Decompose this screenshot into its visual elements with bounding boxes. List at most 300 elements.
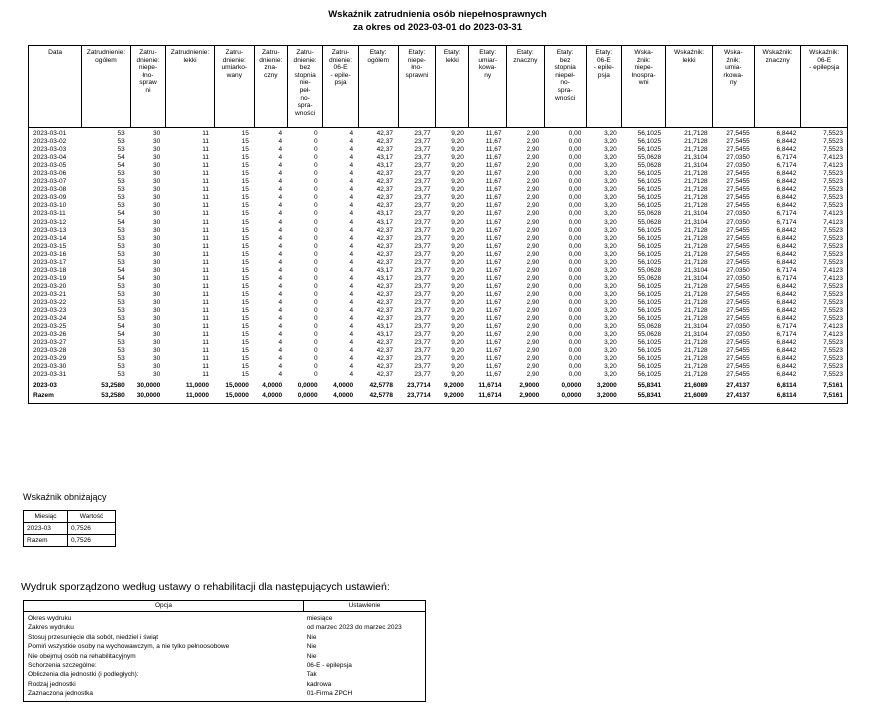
row-cell: 7,5523 — [823, 315, 843, 323]
row-cell: 0 — [313, 138, 318, 146]
column-header-1[interactable]: Zatrudnienie: ogółem — [82, 46, 131, 128]
column-header-17[interactable]: Wska- źnik: umia- rkowa- ny — [712, 46, 754, 128]
row-cell: 43,17 — [376, 210, 393, 218]
settings-table-header-row — [24, 601, 426, 612]
row-cell: 6,8442 — [776, 242, 797, 250]
row-cell: 7,5523 — [823, 258, 843, 266]
row-cell: 23,77 — [414, 178, 431, 186]
row-cell: 2,90 — [526, 250, 540, 258]
row-cell: 7,5523 — [823, 282, 843, 290]
row-cell: 23,77 — [414, 154, 431, 162]
row-cell: 15 — [241, 274, 249, 282]
row-cell: 0,00 — [568, 355, 582, 363]
row-cell: 0 — [313, 331, 318, 339]
table-row — [29, 130, 847, 138]
row-cell: 6,7174 — [776, 274, 797, 282]
summary-cell: 4,0000 — [333, 391, 354, 399]
row-cell: 9,20 — [451, 266, 464, 274]
row-date: 2023-03-26 — [33, 331, 67, 339]
table-row — [29, 227, 847, 235]
column-header-5[interactable]: Zatru- dnienie: zna- czny — [254, 46, 287, 128]
main-table-head — [29, 46, 848, 128]
row-cell: 0,00 — [568, 347, 582, 355]
table-row — [29, 307, 847, 315]
row-cell: 53 — [117, 194, 125, 202]
summary-cell: 0,0000 — [561, 391, 582, 399]
row-cell: 3,20 — [604, 258, 617, 266]
row-cell: 3,20 — [604, 138, 617, 146]
row-cell: 11 — [202, 218, 209, 226]
table-row — [29, 315, 847, 323]
row-cell: 23,77 — [414, 315, 431, 323]
row-cell: 15 — [241, 218, 249, 226]
row-cell: 27,5455 — [726, 202, 750, 210]
column-header-9[interactable]: Etaty: niepe- łno- sprawni — [398, 46, 436, 128]
row-cell: 11,67 — [485, 298, 502, 306]
column-header-6[interactable]: Zatru- dnienie: bez stopnia nie- peł- no- spra- wności — [287, 46, 322, 128]
row-cell: 6,7174 — [776, 218, 797, 226]
row-cell: 0,00 — [568, 226, 582, 234]
row-cell: 7,4123 — [823, 210, 843, 218]
report-page — [0, 8, 875, 716]
main-table-header-row — [29, 46, 848, 128]
row-cell: 2,90 — [526, 154, 540, 162]
row-cell: 3,20 — [604, 170, 617, 178]
row-cell: 21,7128 — [684, 298, 708, 306]
row-cell: 11,67 — [485, 138, 502, 146]
table-row — [29, 371, 847, 379]
row-cell: 9,20 — [451, 170, 464, 178]
row-date: 2023-03-02 — [33, 138, 67, 146]
row-cell: 11 — [202, 226, 209, 234]
row-cell: 23,77 — [414, 307, 431, 315]
row-cell: 30 — [152, 242, 161, 250]
row-cell: 0,00 — [568, 315, 582, 323]
row-cell: 15 — [241, 178, 249, 186]
row-cell: 4 — [349, 170, 354, 178]
column-header-8[interactable]: Etaty: ogółem — [358, 46, 398, 128]
row-cell: 2,90 — [526, 162, 540, 170]
table-summary-row — [29, 379, 847, 390]
row-cell: 3,20 — [604, 202, 617, 210]
summary-cell: 11,0000 — [185, 382, 209, 390]
column-header-15[interactable]: Wska- źnik: niepe- łnospra- wni — [622, 46, 666, 128]
row-cell: 11,67 — [485, 194, 502, 202]
summary-label: Razem — [33, 391, 54, 399]
row-cell: 7,5523 — [823, 339, 843, 347]
row-cell: 54 — [117, 154, 125, 162]
table-row — [29, 235, 847, 243]
row-cell: 15 — [241, 154, 249, 162]
row-cell: 11 — [202, 194, 209, 202]
row-cell: 4 — [278, 355, 283, 363]
row-cell: 27,5455 — [726, 226, 750, 234]
table-row — [29, 186, 847, 194]
row-cell: 0 — [313, 226, 318, 234]
row-cell: 53 — [117, 186, 125, 194]
row-cell: 0 — [313, 274, 318, 282]
row-cell: 4 — [278, 178, 283, 186]
row-cell: 53 — [117, 290, 125, 298]
row-cell: 15 — [241, 202, 249, 210]
row-cell: 23,77 — [414, 323, 431, 331]
row-cell: 11 — [202, 274, 209, 282]
summary-cell: 21,6089 — [684, 382, 708, 390]
row-cell: 3,20 — [604, 290, 617, 298]
summary-cell: 53,2580 — [101, 382, 125, 390]
row-cell: 27,5455 — [726, 194, 750, 202]
row-cell: 43,17 — [376, 266, 393, 274]
row-cell: 4 — [278, 170, 283, 178]
row-cell: 4 — [349, 210, 354, 218]
row-cell: 56,1025 — [637, 371, 662, 379]
row-cell: 23,77 — [414, 138, 431, 146]
summary-cell: 2,9000 — [519, 382, 540, 390]
row-cell: 23,77 — [414, 371, 431, 379]
row-cell: 54 — [117, 266, 125, 274]
row-date: 2023-03-22 — [33, 298, 67, 306]
row-cell: 53 — [117, 226, 125, 234]
row-cell: 55,0628 — [637, 274, 662, 282]
row-cell: 15 — [241, 298, 249, 306]
row-cell: 0,00 — [568, 234, 582, 242]
row-cell: 54 — [117, 323, 125, 331]
settings-title: Wydruk sporządzono według ustawy o rehabilitacji dla następujących ustawień: — [21, 581, 390, 593]
row-cell: 27,5455 — [726, 298, 750, 306]
column-header-19[interactable]: Wskaźnik: 06-E - epilepsja — [801, 46, 848, 128]
reducing-indicator-table — [23, 510, 116, 547]
row-cell: 11 — [202, 146, 209, 154]
row-cell: 11 — [202, 178, 209, 186]
row-cell: 7,5523 — [823, 234, 843, 242]
row-cell: 7,5523 — [823, 298, 843, 306]
row-cell: 0 — [313, 218, 318, 226]
row-cell: 23,77 — [414, 331, 431, 339]
row-cell: 9,20 — [451, 202, 464, 210]
row-cell: 42,37 — [376, 307, 393, 315]
row-cell: 27,5455 — [726, 371, 750, 379]
main-table-body-host-row — [29, 128, 848, 404]
row-cell: 4 — [278, 186, 283, 194]
row-cell: 42,37 — [376, 355, 393, 363]
row-cell: 4 — [349, 315, 354, 323]
column-header-3[interactable]: Zatrudnienie: lekki — [166, 46, 215, 128]
row-date: 2023-03-11 — [33, 210, 66, 218]
summary-cell: 15,0000 — [225, 382, 249, 390]
row-cell: 43,17 — [376, 331, 393, 339]
row-cell: 56,1025 — [637, 307, 662, 315]
row-cell: 0,00 — [568, 130, 582, 137]
reducing-month: Razem — [24, 535, 68, 547]
row-cell: 3,20 — [604, 298, 617, 306]
summary-cell: 7,5161 — [823, 382, 843, 390]
row-cell: 23,77 — [414, 339, 431, 347]
row-cell: 30 — [152, 186, 161, 194]
column-header-14[interactable]: Etaty: 06-E - epile- psja — [586, 46, 621, 128]
settings-row — [24, 652, 425, 661]
row-cell: 11 — [202, 323, 209, 331]
row-cell: 0,00 — [568, 323, 582, 331]
row-cell: 21,3104 — [684, 218, 708, 226]
row-cell: 4 — [349, 130, 354, 137]
row-cell: 4 — [278, 162, 283, 170]
row-cell: 56,1025 — [637, 130, 662, 137]
row-cell: 6,8442 — [776, 371, 797, 379]
row-cell: 53 — [117, 307, 125, 315]
row-cell: 30 — [152, 282, 161, 290]
table-row — [29, 355, 847, 363]
row-cell: 27,5455 — [726, 138, 750, 146]
row-date: 2023-03-13 — [33, 226, 67, 234]
row-cell: 53 — [117, 371, 125, 379]
row-cell: 4 — [278, 282, 283, 290]
summary-cell: 11,0000 — [185, 391, 209, 399]
summary-cell: 6,8114 — [776, 391, 797, 399]
row-cell: 21,7128 — [684, 194, 708, 202]
table-row — [29, 275, 847, 283]
column-header-0[interactable]: Data — [29, 46, 82, 128]
row-cell: 7,5523 — [823, 186, 843, 194]
row-cell: 21,7128 — [684, 242, 708, 250]
row-cell: 11 — [202, 210, 209, 218]
row-cell: 30 — [152, 323, 161, 331]
row-cell: 4 — [349, 355, 354, 363]
row-date: 2023-03-25 — [33, 323, 67, 331]
row-cell: 53 — [117, 234, 125, 242]
row-cell: 3,20 — [604, 307, 617, 315]
row-cell: 30 — [152, 210, 161, 218]
row-cell: 0 — [313, 371, 318, 379]
row-cell: 11 — [202, 331, 209, 339]
row-cell: 2,90 — [526, 170, 540, 178]
column-header-12[interactable]: Etaty: znaczny — [506, 46, 544, 128]
row-cell: 56,1025 — [637, 186, 662, 194]
row-cell: 53 — [117, 315, 125, 323]
row-cell: 2,90 — [526, 290, 540, 298]
row-cell: 11 — [202, 347, 209, 355]
reducing-column-header-1[interactable]: Wartość — [68, 511, 116, 523]
row-cell: 0 — [313, 355, 318, 363]
row-cell: 42,37 — [376, 138, 393, 146]
row-cell: 30 — [152, 298, 161, 306]
row-cell: 15 — [241, 282, 249, 290]
row-cell: 4 — [349, 274, 354, 282]
row-cell: 21,7128 — [684, 307, 708, 315]
row-cell: 2,90 — [526, 339, 540, 347]
row-cell: 9,20 — [451, 226, 464, 234]
row-cell: 42,37 — [376, 298, 393, 306]
row-cell: 11 — [202, 234, 209, 242]
settings-option-value: Nie — [306, 643, 317, 651]
row-cell: 53 — [117, 170, 125, 178]
row-cell: 4 — [278, 146, 283, 154]
row-cell: 6,8442 — [776, 298, 797, 306]
row-cell: 30 — [152, 234, 161, 242]
row-date: 2023-03-05 — [33, 162, 67, 170]
row-cell: 42,37 — [376, 363, 393, 371]
settings-option-label: Nie obejmuj osób na rehabilitacyjnym — [28, 652, 136, 660]
row-cell: 4 — [349, 178, 354, 186]
row-cell: 30 — [152, 266, 161, 274]
row-cell: 27,5455 — [726, 339, 750, 347]
summary-cell: 27,4137 — [726, 382, 750, 390]
table-row — [29, 194, 847, 202]
row-cell: 11 — [202, 315, 209, 323]
table-row — [29, 243, 847, 251]
summary-cell: 3,2000 — [596, 382, 617, 390]
row-cell: 30 — [152, 218, 161, 226]
row-cell: 11,67 — [485, 226, 502, 234]
column-header-2[interactable]: Zatru- dnienie: niepe- łno- spraw ni — [130, 46, 165, 128]
row-cell: 11 — [202, 154, 209, 162]
row-cell: 43,17 — [376, 274, 393, 282]
row-cell: 4 — [278, 218, 283, 226]
row-cell: 9,20 — [451, 290, 464, 298]
row-cell: 6,8442 — [776, 363, 797, 371]
row-cell: 30 — [152, 138, 161, 146]
row-cell: 30 — [152, 315, 161, 323]
row-cell: 54 — [117, 331, 125, 339]
reducing-column-header-0[interactable]: Miesiąc — [24, 511, 68, 523]
row-cell: 21,3104 — [684, 162, 708, 170]
row-cell: 4 — [278, 347, 283, 355]
row-cell: 23,77 — [414, 282, 431, 290]
report-title-line1: Wskaźnik zatrudnienia osób niepełnosprawnych — [328, 9, 547, 20]
row-date: 2023-03-01 — [33, 130, 67, 137]
row-cell: 3,20 — [604, 226, 617, 234]
row-cell: 15 — [241, 355, 249, 363]
settings-option-value: Nie — [306, 633, 317, 641]
summary-cell: 30,0000 — [136, 391, 161, 399]
row-cell: 4 — [349, 339, 354, 347]
row-cell: 2,90 — [526, 266, 540, 274]
row-date: 2023-03-24 — [33, 315, 67, 323]
row-cell: 56,1025 — [637, 290, 662, 298]
row-cell: 6,8442 — [776, 290, 797, 298]
row-cell: 7,5523 — [823, 242, 843, 250]
settings-option-label: Zakres wydruku — [28, 624, 74, 632]
row-cell: 3,20 — [604, 154, 617, 162]
row-cell: 15 — [241, 347, 249, 355]
row-cell: 23,77 — [414, 170, 431, 178]
row-cell: 42,37 — [376, 347, 393, 355]
row-cell: 7,5523 — [823, 138, 843, 146]
row-cell: 0 — [313, 298, 318, 306]
table-row — [29, 323, 847, 331]
row-cell: 3,20 — [604, 194, 617, 202]
row-cell: 0 — [313, 186, 318, 194]
row-cell: 30 — [152, 371, 161, 379]
settings-table-head — [24, 601, 426, 612]
column-header-10[interactable]: Etaty: lekki — [436, 46, 469, 128]
settings-row — [24, 661, 425, 670]
summary-cell: 15,0000 — [225, 391, 249, 399]
row-cell: 11,67 — [485, 371, 502, 379]
row-cell: 0 — [313, 323, 318, 331]
row-cell: 56,1025 — [637, 194, 662, 202]
row-cell: 7,5523 — [823, 355, 843, 363]
column-header-11[interactable]: Etaty: umiar- kowa- ny — [469, 46, 507, 128]
row-cell: 0,00 — [568, 146, 582, 154]
settings-column-header-0: Opcja — [24, 601, 304, 612]
row-cell: 11 — [202, 202, 209, 210]
row-cell: 11 — [202, 138, 209, 146]
row-cell: 30 — [152, 258, 161, 266]
row-cell: 27,5455 — [726, 234, 750, 242]
column-header-4[interactable]: Zatru- dnienie: umiarko- wany — [214, 46, 254, 128]
row-cell: 56,1025 — [637, 250, 662, 258]
row-cell: 2,90 — [526, 323, 540, 331]
row-cell: 9,20 — [451, 258, 464, 266]
settings-option-label: Pomiń wszystkie osoby na wychowawczym, a nie tylko pełnoosobowe — [28, 643, 230, 651]
row-date: 2023-03-20 — [33, 282, 67, 290]
row-cell: 23,77 — [414, 363, 431, 371]
row-cell: 53 — [117, 130, 125, 137]
column-header-7[interactable]: Zatru- dnienie: 06-E - epile- psja — [323, 46, 358, 128]
row-cell: 3,20 — [604, 234, 617, 242]
column-header-13[interactable]: Etaty: bez stopnia niepeł- no- spra- wności — [544, 46, 586, 128]
row-cell: 11 — [202, 250, 209, 258]
row-cell: 54 — [117, 162, 125, 170]
column-header-16[interactable]: Wskaźnik: lekki — [666, 46, 712, 128]
row-cell: 2,90 — [526, 226, 540, 234]
row-cell: 6,7174 — [776, 331, 797, 339]
row-cell: 21,7128 — [684, 250, 708, 258]
summary-cell: 6,8114 — [776, 382, 797, 390]
row-cell: 53 — [117, 202, 125, 210]
row-cell: 9,20 — [451, 331, 464, 339]
row-cell: 6,7174 — [776, 210, 797, 218]
reducing-value: 0,7526 — [68, 523, 116, 535]
row-cell: 6,8442 — [776, 282, 797, 290]
summary-cell: 11,6714 — [478, 391, 502, 399]
row-cell: 11,67 — [485, 331, 502, 339]
row-cell: 9,20 — [451, 363, 464, 371]
row-cell: 3,20 — [604, 363, 617, 371]
row-cell: 2,90 — [526, 194, 540, 202]
row-cell: 4 — [349, 162, 354, 170]
row-cell: 7,4123 — [823, 266, 843, 274]
row-date: 2023-03-15 — [33, 242, 67, 250]
row-cell: 42,37 — [376, 170, 393, 178]
row-cell: 23,77 — [414, 130, 431, 137]
table-row — [29, 138, 847, 146]
row-cell: 0,00 — [568, 282, 582, 290]
column-header-18[interactable]: Wskaźnik: znaczny — [754, 46, 800, 128]
row-cell: 11,67 — [485, 339, 502, 347]
row-cell: 56,1025 — [637, 363, 662, 371]
row-date: 2023-03-07 — [33, 178, 67, 186]
row-cell: 30 — [152, 290, 161, 298]
row-cell: 0,00 — [568, 363, 582, 371]
row-cell: 6,8442 — [776, 194, 797, 202]
summary-cell: 4,0000 — [262, 391, 283, 399]
row-cell: 21,3104 — [684, 266, 708, 274]
row-cell: 11,67 — [485, 363, 502, 371]
row-date: 2023-03-04 — [33, 154, 67, 162]
row-cell: 0 — [313, 194, 318, 202]
row-cell: 21,7128 — [684, 138, 708, 146]
row-cell: 7,5523 — [823, 146, 843, 154]
table-row — [29, 331, 847, 339]
row-cell: 9,20 — [451, 130, 464, 137]
summary-cell: 21,6089 — [684, 391, 708, 399]
row-cell: 30 — [152, 347, 161, 355]
row-cell: 23,77 — [414, 202, 431, 210]
row-cell: 55,0628 — [637, 323, 662, 331]
row-cell: 3,20 — [604, 266, 617, 274]
row-cell: 3,20 — [604, 347, 617, 355]
